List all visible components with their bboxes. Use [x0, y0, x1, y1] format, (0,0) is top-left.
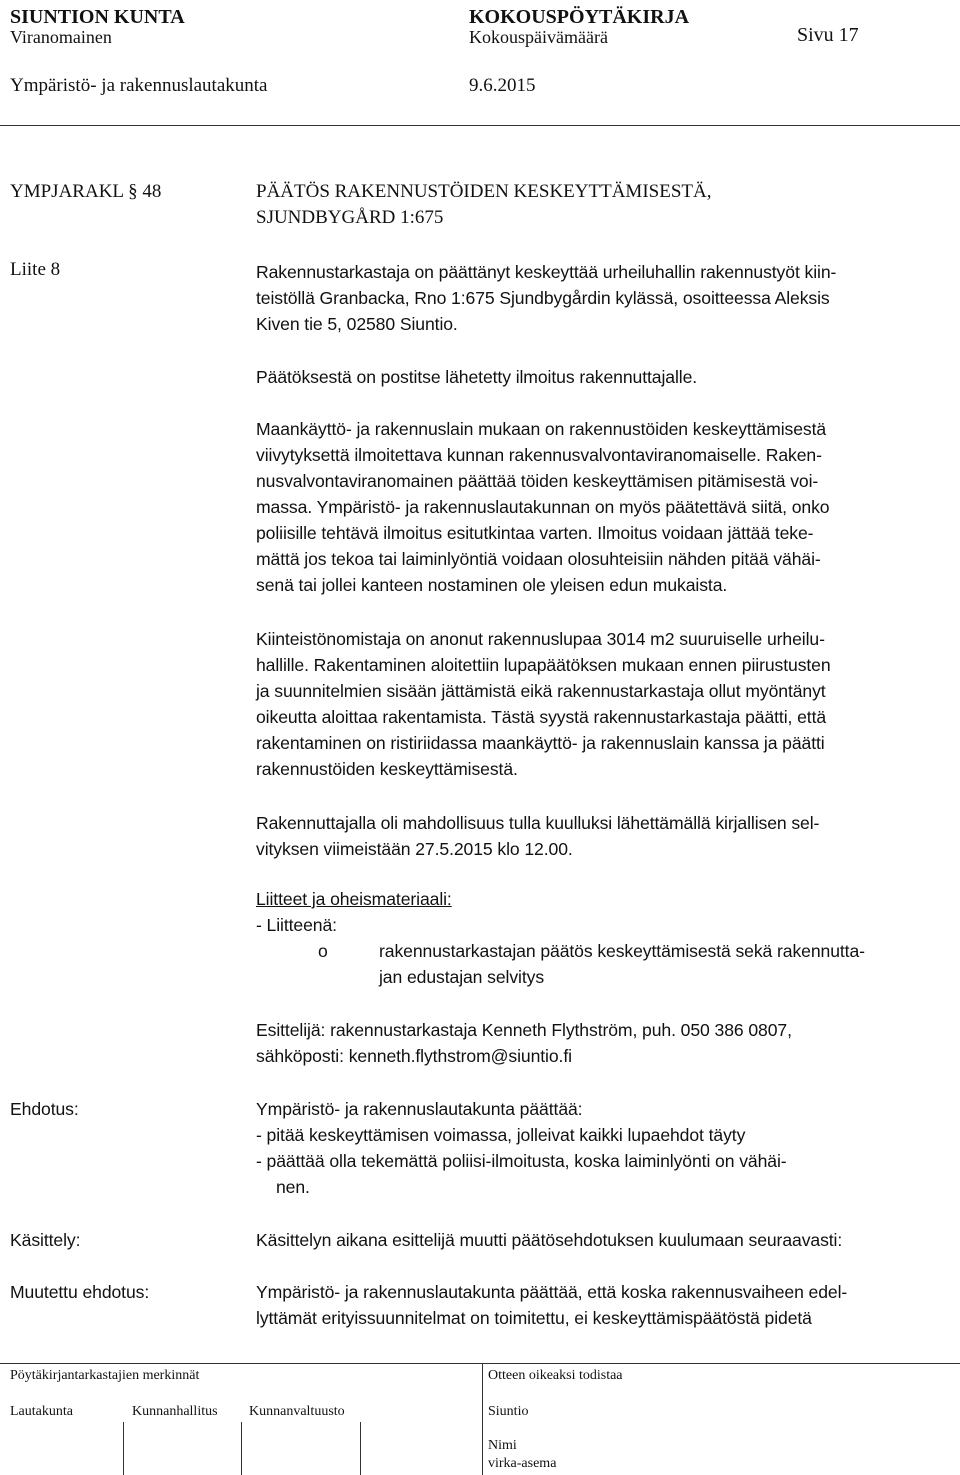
text-line: teistöllä Granbacka, Rno 1:675 Sjundbygårdin kylässä, osoitteessa Aleksis [256, 288, 830, 308]
footer-cell-divider [241, 1422, 242, 1475]
paragraph-application [256, 626, 946, 782]
document-type: KOKOUSPÖYTÄKIRJA [469, 6, 690, 28]
proposal-item-2: - päättää olla tekemättä poliisi-ilmoitusta, koska laiminlyönti on vähäi- [256, 1151, 787, 1171]
proposal-item-1: - pitää keskeyttämisen voimassa, jolleivat kaikki lupaehdot täyty [256, 1125, 746, 1145]
text-line: oikeutta aloittaa rakentamista. Tästä syystä rakennustarkastaja päätti, että [256, 707, 827, 727]
footer-col-municipal-board: Kunnanhallitus [132, 1404, 218, 1419]
text-line: hallille. Rakentaminen aloitettiin lupapäätöksen mukaan ennen piirustusten [256, 655, 831, 675]
bullet-icon: o [318, 941, 328, 961]
footer-cell-divider [123, 1422, 124, 1475]
attachment-item-line2: jan edustajan selvitys [379, 967, 545, 987]
text-line: vityksen viimeistään 27.5.2015 klo 12.00. [256, 839, 573, 859]
authority-label: Viranomainen [10, 27, 112, 47]
handling-text: Käsittelyn aikana esittelijä muutti päätösehdotuksen kuulumaan seuraavasti: [256, 1230, 843, 1250]
attachments-list-label: - Liitteenä: [256, 915, 337, 935]
changed-proposal-line2: lyttämät erityissuunnitelmat on toimitettu, ei keskeyttämispäätöstä pidetä [256, 1308, 812, 1328]
paragraph-notice [256, 364, 946, 390]
meeting-date: 9.6.2015 [469, 75, 536, 96]
text-line: Päätöksestä on postitse lähetetty ilmoitus rakennuttajalle. [256, 367, 698, 387]
meeting-date-label: Kokouspäivämäärä [469, 27, 608, 47]
text-line: mättä jos tekoa tai laiminlyöntiä voidaan olosuhteisiin nähden pitää vähäi- [256, 549, 821, 569]
text-line: Maankäyttö- ja rakennuslain mukaan on rakennustöiden keskeyttämisestä [256, 419, 827, 439]
text-line: Kiven tie 5, 02580 Siuntio. [256, 314, 458, 334]
paragraph-decision [256, 259, 946, 337]
certified-label: Otteen oikeaksi todistaa [488, 1368, 623, 1383]
text-line: massa. Ympäristö- ja rakennuslautakunnan on myös päätettävä siitä, onko [256, 497, 830, 517]
proposal-label: Ehdotus: [10, 1099, 79, 1119]
proposal-intro: Ympäristö- ja rakennuslautakunta päättää: [256, 1099, 583, 1119]
checkers-label: Pöytäkirjantarkastajien merkinnät [10, 1368, 200, 1383]
proposal-item-2-cont: nen. [276, 1177, 310, 1197]
header-divider [0, 125, 960, 126]
text-line: rakentaminen on ristiriidassa maankäyttö- ja rakennuslain kanssa ja päätti [256, 733, 825, 753]
section-title-line1: PÄÄTÖS RAKENNUSTÖIDEN KESKEYTTÄMISESTÄ, [256, 181, 712, 202]
municipality-name: SIUNTION KUNTA [10, 6, 185, 28]
footer-col-council: Kunnanvaltuusto [249, 1404, 345, 1419]
text-line: poliisille tehtävä ilmoitus esitutkintaa varten. Ilmoitus voidaan jättää teke- [256, 523, 814, 543]
attachment-item-line1: rakennustarkastajan päätös keskeyttämisestä sekä rakennutta- [379, 941, 865, 961]
attachment-ref: Liite 8 [10, 259, 61, 280]
footer-title-label: virka-asema [488, 1456, 557, 1471]
footer-divider-vertical [482, 1363, 483, 1475]
changed-proposal-line1: Ympäristö- ja rakennuslautakunta päättää, että koska rakennusvaiheen edel- [256, 1282, 848, 1302]
presenter-email-line: sähköposti: kenneth.flythstrom@siuntio.fi [256, 1046, 572, 1066]
authority-name: Ympäristö- ja rakennuslautakunta [10, 75, 268, 96]
attachments-heading: Liitteet ja oheismateriaali: [256, 889, 452, 909]
footer-divider [0, 1363, 960, 1364]
paragraph-hearing [256, 810, 946, 862]
handling-label: Käsittely: [10, 1230, 81, 1250]
presenter-line1: Esittelijä: rakennustarkastaja Kenneth Flythström, puh. 050 386 0807, [256, 1020, 792, 1040]
section-title-line2: SJUNDBYGÅRD 1:675 [256, 207, 444, 228]
footer-col-board: Lautakunta [10, 1404, 73, 1419]
text-line: Rakennustarkastaja on päättänyt keskeyttää urheiluhallin rakennustyöt kiin- [256, 262, 837, 282]
text-line: Kiinteistönomistaja on anonut rakennuslupaa 3014 m2 suuruiselle urheilu- [256, 629, 825, 649]
footer-name-label: Nimi [488, 1438, 517, 1453]
paragraph-law [256, 416, 946, 598]
text-line: rakennustöiden keskeyttämisestä. [256, 759, 518, 779]
section-id: YMPJARAKL § 48 [10, 181, 162, 202]
text-line: senä tai jollei kanteen nostaminen ole yleisen edun mukaista. [256, 575, 728, 595]
footer-place: Siuntio [488, 1404, 529, 1419]
text-line: nusvalvontaviranomainen päättää töiden keskeyttämisen pitämisestä voi- [256, 471, 819, 491]
text-line: Rakennuttajalla oli mahdollisuus tulla kuulluksi lähettämällä kirjallisen sel- [256, 813, 820, 833]
page-number: Sivu 17 [797, 24, 859, 46]
text-line: ja suunnitelmien sisään jättämistä eikä rakennustarkastaja ollut myöntänyt [256, 681, 826, 701]
text-line: viivytyksettä ilmoitettava kunnan rakennusvalvontaviranomaiselle. Raken- [256, 445, 822, 465]
changed-proposal-label: Muutettu ehdotus: [10, 1282, 150, 1302]
footer-cell-divider [360, 1422, 361, 1475]
